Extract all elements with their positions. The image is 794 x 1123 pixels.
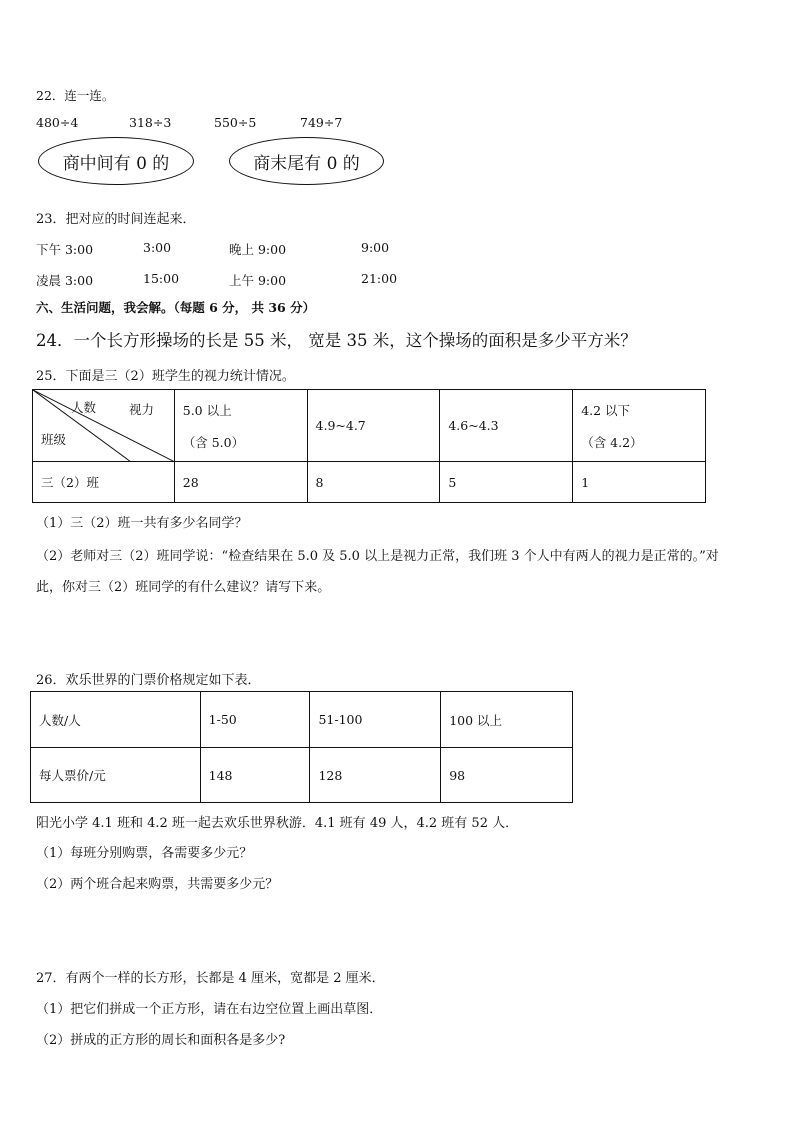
q26-title: 26．欢乐世界的门票价格规定如下表． xyxy=(36,673,261,688)
q23-r2-c4: 21:00 xyxy=(361,271,398,286)
ticket-price-label: 每人票价/元 xyxy=(31,748,201,803)
vision-table-header-row xyxy=(33,390,706,462)
q26-sub1: （1）每班分别购票，各需要多少元？ xyxy=(36,846,253,861)
ticket-people-label: 人数/人 xyxy=(31,692,201,748)
q22-expr-4: 749÷7 xyxy=(300,115,343,130)
q27-sub2: （2）拼成的正方形的周长和面积各是多少? xyxy=(36,1033,286,1048)
q26-text: 阳光小学 4.1 班和 4.2 班一起去欢乐世界秋游．4.1 班有 49 人，4.2 班有 52 人． xyxy=(36,816,519,831)
col-4-6-4-3: 4.6~4.3 xyxy=(440,390,573,462)
oval-middle-zero-label: 商中间有 0 的 xyxy=(62,153,170,174)
q26-sub2: （2）两个班合起来购票，共需要多少元？ xyxy=(36,877,279,892)
ticket-row-price xyxy=(31,748,573,803)
q24-n2: 35 xyxy=(346,331,368,350)
q23-r1-c4: 9:00 xyxy=(361,240,390,255)
value-col1: 28 xyxy=(174,462,307,503)
q22-expr-2: 318÷3 xyxy=(129,115,172,130)
diag-vision: 视力 xyxy=(129,402,155,417)
ticket-row-people xyxy=(31,692,573,748)
q23-r2-c2: 15:00 xyxy=(143,271,180,286)
col-4-2-below xyxy=(573,390,706,462)
q22-title: 22．连一连。 xyxy=(36,88,115,103)
ticket-range-2: 51-100 xyxy=(310,692,441,748)
q24-text-c: 米，这个操场的面积是多少平方米？ xyxy=(367,331,637,350)
value-col2: 8 xyxy=(307,462,440,503)
ticket-range-1: 1-50 xyxy=(200,692,310,748)
q24-n1: 55 xyxy=(243,331,265,350)
col1-line2: （含 5.0） xyxy=(182,434,245,450)
ticket-price-3: 98 xyxy=(441,748,573,803)
ticket-price-1: 148 xyxy=(200,748,310,803)
oval-end-zero-label: 商末尾有 0 的 xyxy=(253,153,360,174)
diag-class: 班级 xyxy=(41,432,67,447)
diag-header-cell xyxy=(33,390,175,462)
section-6-title: 六、生活问题，我会解。（每题 6 分， 共 36 分） xyxy=(36,300,316,315)
q23-title: 23．把对应的时间连起来． xyxy=(36,212,196,227)
value-col3: 5 xyxy=(440,462,573,503)
ticket-price-2: 128 xyxy=(310,748,441,803)
q25-title: 25．下面是三（2）班学生的视力统计情况。 xyxy=(36,369,295,384)
q22-expr-1: 480÷4 xyxy=(36,115,79,130)
q25-sub2-line1: （2）老师对三（2）班同学说：“检查结果在 5.0 及 5.0 以上是视力正常，我们班 3 个人中有两人的视力是正常的。”对 xyxy=(36,549,719,564)
col1-line1: 5.0 以上 xyxy=(182,402,232,418)
vision-table xyxy=(32,389,706,503)
ticket-range-3: 100 以上 xyxy=(441,692,573,748)
value-col4: 1 xyxy=(573,462,706,503)
diag-people: 人数 xyxy=(71,400,97,415)
q23-r1-c2: 3:00 xyxy=(143,240,172,255)
oval-middle-zero[interactable] xyxy=(38,137,194,185)
q27-title: 27．有两个一样的长方形，长都是 4 厘米，宽都是 2 厘米． xyxy=(36,971,385,986)
col-4-9-4-7: 4.9~4.7 xyxy=(307,390,440,462)
q24-text xyxy=(36,327,637,351)
col-5-0-above xyxy=(174,390,307,462)
q25-sub2-line2: 此，你对三（2）班同学的有什么建议？请写下来。 xyxy=(36,580,331,595)
q25-sub1: （1）三（2）班一共有多少名同学？ xyxy=(36,516,248,531)
vision-table-data-row xyxy=(33,462,706,503)
q23-r2-c1: 凌晨 3:00 xyxy=(36,273,94,288)
q22-expr-3: 550÷5 xyxy=(214,115,257,130)
ticket-table xyxy=(30,691,573,803)
q27-sub1: （1）把它们拼成一个正方形，请在右边空位置上画出草图． xyxy=(36,1002,383,1017)
q24-text-b: 米， 宽是 xyxy=(264,331,347,350)
q23-r2-c3: 上午 9:00 xyxy=(229,273,287,288)
col4-line1: 4.2 以下 xyxy=(581,402,631,418)
q24-text-a: 24．一个长方形操场的长是 xyxy=(36,331,244,350)
q23-r1-c3: 晚上 9:00 xyxy=(229,242,287,257)
row-class-label: 三（2）班 xyxy=(33,462,175,503)
oval-end-zero[interactable] xyxy=(229,137,384,185)
col4-line2: （含 4.2） xyxy=(581,434,643,450)
q23-r1-c1: 下午 3:00 xyxy=(36,242,94,257)
